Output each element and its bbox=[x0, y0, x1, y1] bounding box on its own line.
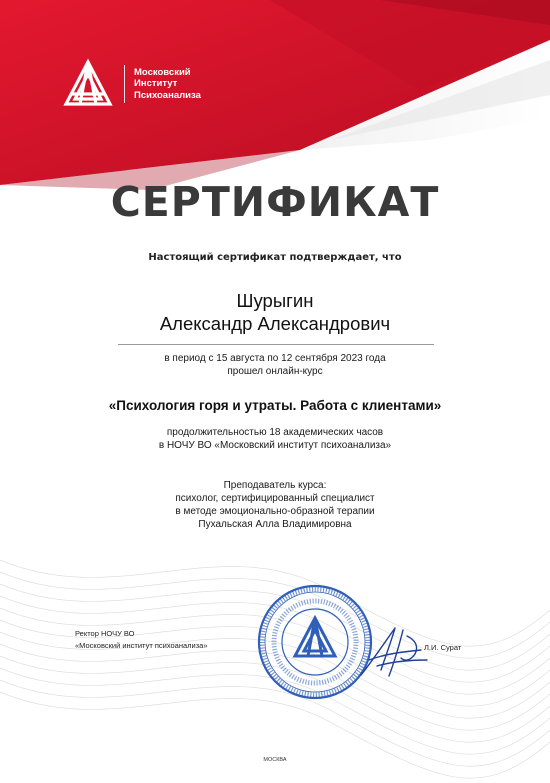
rector-line-1: Ректор НОЧУ ВО bbox=[75, 629, 135, 638]
recipient-name bbox=[0, 289, 550, 335]
teacher-line-2: в методе эмоционально-образной терапии bbox=[175, 506, 375, 517]
logo-divider bbox=[124, 65, 125, 103]
period-block bbox=[0, 352, 550, 378]
period-line: в период с 15 августа по 12 сентября 2023 года bbox=[164, 353, 386, 364]
duration-line: продолжительностью 18 академических часов bbox=[166, 427, 384, 438]
completed-line: прошел онлайн-курс bbox=[227, 366, 323, 377]
institute-logo bbox=[62, 58, 201, 110]
name-underline bbox=[118, 344, 434, 345]
recipient-surname: Шурыгин bbox=[236, 290, 314, 311]
logo-wordmark bbox=[134, 67, 201, 102]
recipient-given-names: Александр Александрович bbox=[159, 313, 391, 334]
teacher-line-1: психолог, сертифицированный специалист bbox=[175, 493, 375, 504]
logo-line-3: Психоанализа bbox=[134, 89, 201, 101]
logo-line-2: Институт bbox=[134, 78, 178, 90]
teacher-name: Пухальская Алла Владимировна bbox=[198, 519, 352, 530]
rector-title bbox=[75, 628, 208, 652]
city-footer: МОСКВА bbox=[263, 757, 287, 763]
signer-name: Л.И. Сурат bbox=[424, 643, 462, 652]
organization-line: в НОЧУ ВО «Московский институт психоанализа» bbox=[158, 440, 392, 451]
certificate-title: СЕРТИФИКАТ bbox=[110, 178, 440, 226]
triangle-knot-logo-icon bbox=[62, 58, 114, 110]
teacher-label: Преподаватель курса: bbox=[223, 480, 327, 491]
rector-line-2: «Московский институт психоанализа» bbox=[75, 641, 208, 650]
duration-block bbox=[0, 426, 550, 452]
confirm-text: Настоящий сертификат подтверждает, что bbox=[148, 252, 402, 263]
logo-line-1: Московский bbox=[134, 66, 191, 78]
course-title: «Психология горя и утраты. Работа с клиентами» bbox=[108, 398, 442, 413]
